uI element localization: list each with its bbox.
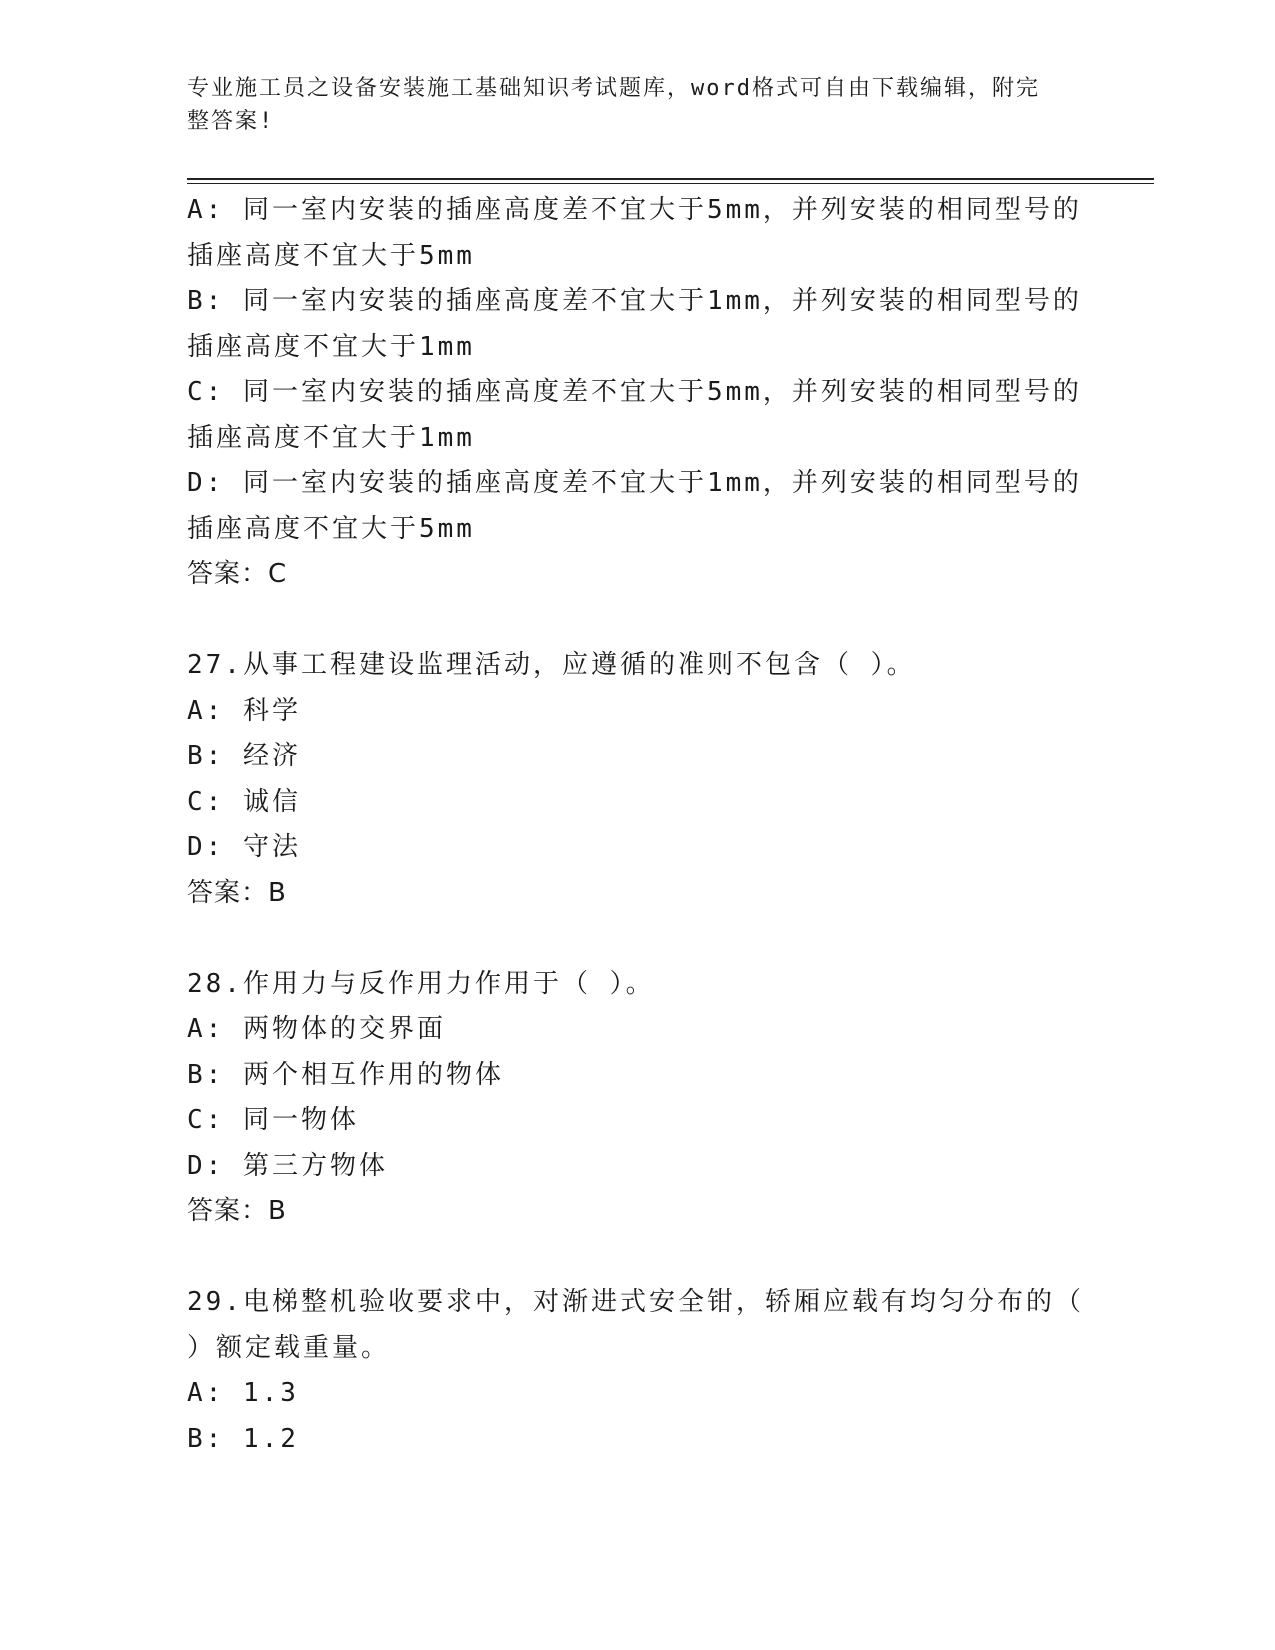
option-line: C: 同一室内安装的插座高度差不宜大于5mm，并列安装的相同型号的	[187, 377, 1082, 407]
answer-text: 答案：C	[187, 559, 288, 589]
header-divider-thin	[187, 183, 1154, 184]
option-line: 插座高度不宜大于5mm	[187, 513, 475, 544]
option-a: A: 两物体的交界面	[187, 1014, 446, 1044]
option-c	[187, 370, 1082, 461]
option-d	[187, 461, 1082, 552]
option-b	[187, 279, 1082, 370]
question-27	[187, 643, 1067, 916]
spacer	[187, 1235, 1067, 1281]
question-26	[187, 188, 1082, 598]
option-d: D: 守法	[187, 832, 301, 862]
option-line: 插座高度不宜大于5mm	[187, 240, 475, 271]
header-title-line-2: 整答案!	[187, 109, 275, 134]
option-line: B: 同一室内安装的插座高度差不宜大于1mm，并列安装的相同型号的	[187, 286, 1082, 316]
question-text: 28.作用力与反作用力作用于（ ）。	[187, 968, 655, 999]
option-line: 插座高度不宜大于1mm	[187, 422, 475, 453]
header-title-line-1: 专业施工员之设备安装施工基础知识考试题库，word格式可自由下载编辑，附完	[187, 76, 1040, 101]
option-line: A: 同一室内安装的插座高度差不宜大于5mm，并列安装的相同型号的	[187, 195, 1082, 225]
option-a: A: 科学	[187, 695, 301, 726]
answer-text: 答案：B	[187, 877, 287, 908]
spacer	[187, 916, 1067, 962]
question-28	[187, 962, 1067, 1235]
option-line: 插座高度不宜大于1mm	[187, 331, 475, 362]
option-b: B: 两个相互作用的物体	[187, 1059, 504, 1090]
spacer	[187, 598, 1067, 644]
option-line: D: 同一室内安装的插座高度差不宜大于1mm，并列安装的相同型号的	[187, 468, 1082, 498]
option-a	[187, 188, 1082, 279]
option-b: B: 1.2	[187, 1423, 299, 1454]
option-d: D: 第三方物体	[187, 1150, 388, 1181]
option-b: B: 经济	[187, 741, 301, 771]
option-c: C: 同一物体	[187, 1105, 359, 1135]
document-header	[187, 72, 1067, 138]
question-29	[187, 1280, 1084, 1462]
question-text-line-2: ）额定载重量。	[187, 1332, 391, 1363]
question-text: 27.从事工程建设监理活动，应遵循的准则不包含（ ）。	[187, 650, 916, 680]
question-list	[187, 188, 1084, 1462]
question-text-line-1: 29.电梯整机验收要求中，对渐进式安全钳，轿厢应载有均匀分布的（	[187, 1287, 1084, 1317]
header-divider-thick	[187, 178, 1154, 180]
option-c: C: 诚信	[187, 786, 301, 817]
option-a: A: 1.3	[187, 1378, 299, 1408]
answer-text: 答案：B	[187, 1196, 287, 1226]
